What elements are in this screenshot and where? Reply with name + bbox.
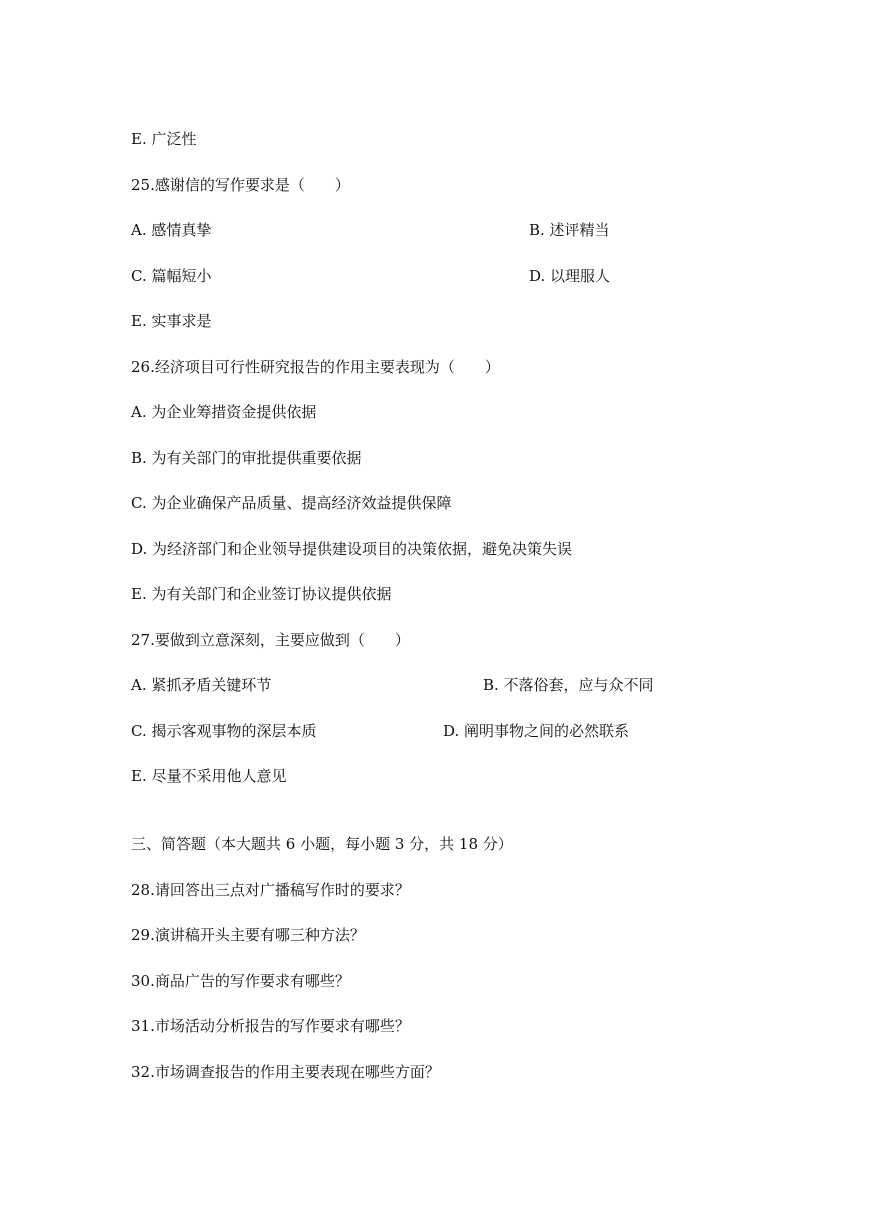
- q26-stem: 26.经济项目可行性研究报告的作用主要表现为（ ）: [131, 358, 500, 376]
- q25-option-b: B. 述评精当: [529, 221, 610, 239]
- q27-option-c: C. 揭示客观事物的深层本质: [131, 722, 317, 740]
- q26-option-e: E. 为有关部门和企业签订协议提供依据: [131, 585, 392, 603]
- q27-option-a: A. 紧抓矛盾关键环节: [131, 676, 272, 694]
- q27-option-e: E. 尽量不采用他人意见: [131, 767, 287, 785]
- q26-option-d: D. 为经济部门和企业领导提供建设项目的决策依据，避免决策失误: [131, 540, 573, 558]
- q26-option-c: C. 为企业确保产品质量、提高经济效益提供保障: [131, 494, 452, 512]
- q26-option-a: A. 为企业筹措资金提供依据: [131, 403, 317, 421]
- q32-stem: 32.市场调查报告的作用主要表现在哪些方面？: [131, 1063, 440, 1081]
- q25-option-d: D. 以理服人: [529, 267, 611, 285]
- q27-option-d: D. 阐明事物之间的必然联系: [443, 722, 630, 740]
- q27-stem: 27.要做到立意深刻，主要应做到（ ）: [131, 631, 410, 649]
- q28-stem: 28.请回答出三点对广播稿写作时的要求？: [131, 881, 410, 899]
- q25-option-c: C. 篇幅短小: [131, 267, 212, 285]
- q30-stem: 30.商品广告的写作要求有哪些？: [131, 972, 350, 990]
- q27-option-b: B. 不落俗套，应与众不同: [483, 676, 654, 694]
- q29-stem: 29.演讲稿开头主要有哪三种方法？: [131, 926, 365, 944]
- q25-stem: 25.感谢信的写作要求是（ ）: [131, 176, 350, 194]
- q25-option-e: E. 实事求是: [131, 312, 212, 330]
- q31-stem: 31.市场活动分析报告的写作要求有哪些？: [131, 1017, 410, 1035]
- section-heading-short-answer: 三、简答题（本大题共 6 小题，每小题 3 分，共 18 分）: [131, 835, 513, 853]
- q26-option-b: B. 为有关部门的审批提供重要依据: [131, 449, 362, 467]
- q24-option-e: E. 广泛性: [131, 130, 197, 148]
- q25-option-a: A. 感情真挚: [131, 221, 212, 239]
